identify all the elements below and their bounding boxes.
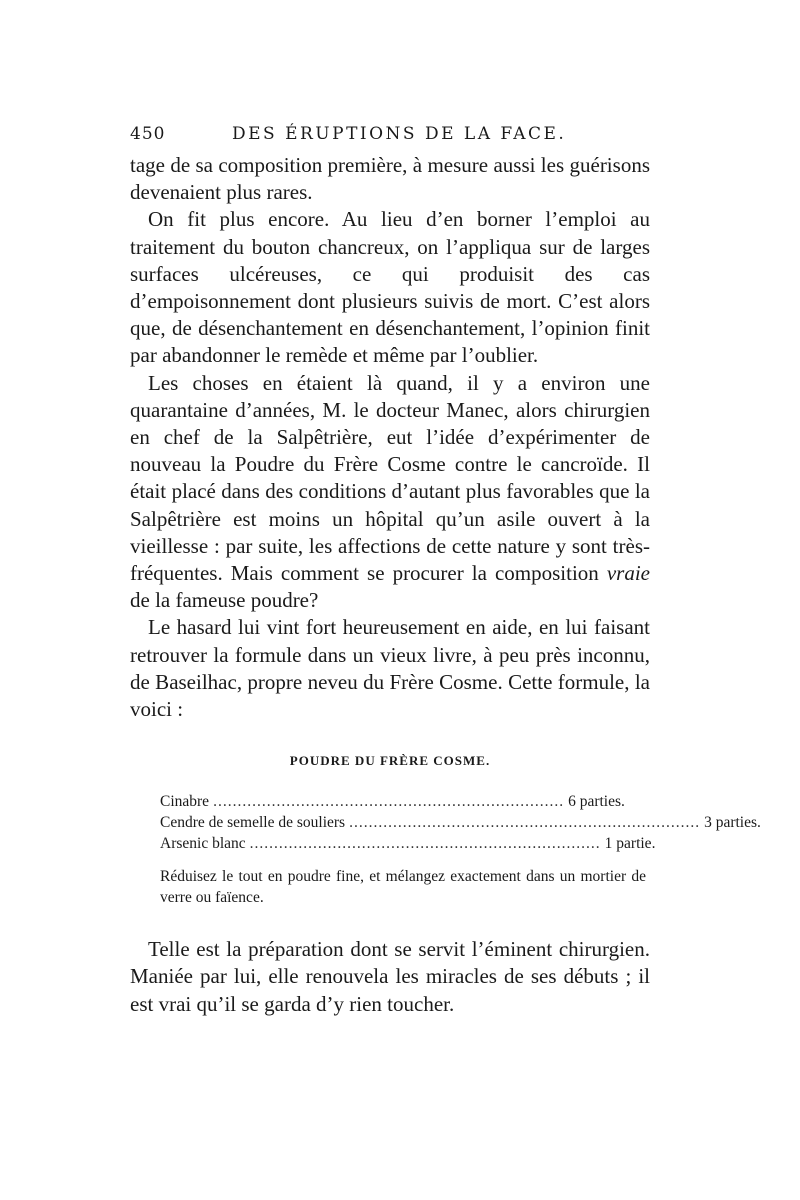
- closing-text: [130, 936, 650, 1018]
- paragraph-text: Les choses en étaient là quand, il y a environ une quarantaine d’années, M. le docteur Manec, alors chirurgien en chef de la Salpêtrière, eut l’idée d’expérimenter de nouveau la Poudre du Frère Cosme contre le cancroïde. Il était placé dans des conditions d’autant plus favorables que la Salpêtrière est moins un hôpital qu’un asile ouvert à la vieillesse : par suite, les affections de cette nature y sont très-fréquentes. Mais comment se procurer la composition: [130, 370, 650, 586]
- ingredient-name: Cinabre: [160, 793, 210, 811]
- paragraph-text: de la fameuse poudre?: [130, 588, 319, 613]
- recipe-item: [160, 793, 646, 814]
- ingredient-name: Arsenic blanc: [160, 835, 246, 853]
- paragraph: Le hasard lui vint fort heureusement en aide, en lui faisant retrouver la formule dans un vieux livre, à peu près inconnu, de Baseilhac, propre neveu du Frère Cosme. Cette formule, la voici :: [130, 615, 650, 722]
- book-page: [130, 118, 761, 1018]
- recipe-item: [160, 835, 656, 856]
- recipe-list: [160, 793, 761, 908]
- page-header: [130, 118, 650, 152]
- leader-dots: ........................................................................: [213, 793, 565, 811]
- page-number: 450: [130, 124, 166, 144]
- paragraph-continuation: tage de sa composition première, à mesure aussi les guérisons devenaient plus rares.: [130, 153, 650, 205]
- recipe-item: [160, 814, 761, 835]
- running-title: DES ÉRUPTIONS DE LA FACE.: [232, 124, 567, 144]
- leader-dots: ........................................................................: [249, 835, 601, 853]
- emphasis-word: vraie: [606, 561, 650, 586]
- paragraph: On fit plus encore. Au lieu d’en borner l’emploi au traitement du bouton chancreux, on l’appliqua sur de larges surfaces ulcéreuses, ce qui produisit des cas d’empoisonnement dont plusieurs suivis de mort. C’est alors que, de désenchantement en désenchantement, l’opinion finit par abandonner le remède et même par l’oublier.: [130, 207, 650, 368]
- paragraph: [130, 370, 650, 615]
- ingredient-quantity: 1 partie.: [604, 835, 656, 853]
- recipe-note: Réduisez le tout en poudre fine, et mélangez exactement dans un mortier de verre ou faïence.: [160, 868, 646, 907]
- recipe-title: POUDRE DU FRÈRE COSME.: [289, 753, 491, 769]
- ingredient-quantity: 6 parties.: [568, 793, 625, 811]
- paragraph: Telle est la préparation dont se servit l’éminent chirurgien. Maniée par lui, elle renouvela les miracles de ses débuts ; il est vrai qu’il se garda d’y rien toucher.: [130, 937, 650, 1016]
- ingredient-name: Cendre de semelle de souliers: [160, 814, 346, 832]
- main-text: [130, 152, 650, 723]
- ingredient-quantity: 3 parties.: [704, 814, 761, 832]
- leader-dots: ........................................................................: [349, 814, 701, 832]
